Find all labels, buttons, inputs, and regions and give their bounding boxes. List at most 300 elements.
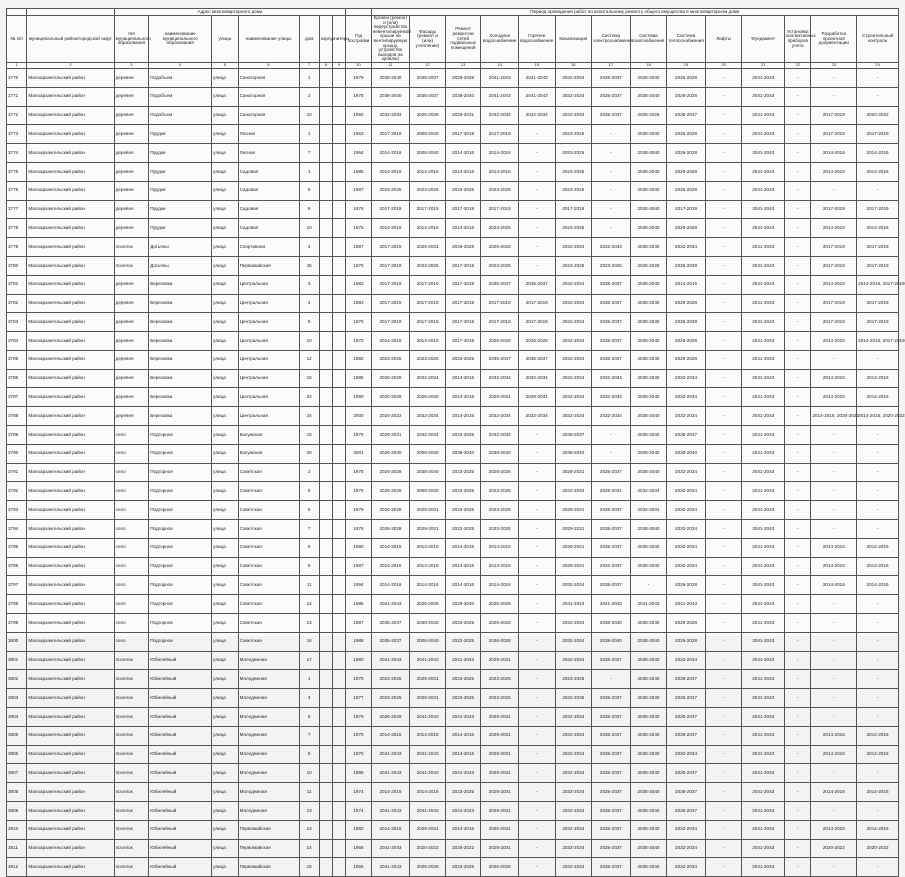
table-cell: 2014-2016 [371,538,410,557]
table-cell: 2017-2019 [445,313,481,332]
table-row [7,520,899,539]
table-cell: 3798 [7,595,27,614]
table-cell: - [857,68,899,87]
table-cell: 2014-2016 [857,783,899,802]
table-cell: улица [212,520,238,539]
table-cell: 16 [299,632,319,651]
table-cell: 1976 [346,68,371,87]
table-cell: 2038-2040 [630,238,667,257]
table-cell: 2035-2037 [667,708,706,727]
table-cell: 2023-2025 [410,256,446,275]
table-cell: - [811,614,857,633]
table-cell: 2014-2016 [811,162,857,181]
table-cell: улица [212,670,238,689]
table-cell: 2029-2031 [481,651,519,670]
table-cell: улица [212,426,238,445]
table-body [7,68,905,876]
table-cell: 10 [299,764,319,783]
table-cell: 2023-2025 [481,482,519,501]
table-cell: Калужская [238,426,299,445]
table-cell: 9 [299,745,319,764]
table-cell: Молодежная [238,670,299,689]
table-cell: - [518,820,555,839]
table-cell [333,275,346,294]
column-number: 8 [319,62,332,68]
table-row [7,238,899,257]
spacer-cell [27,9,114,16]
table-cell: улица [212,482,238,501]
table-cell: 2041-2043 [742,557,785,576]
table-cell: село [114,538,149,557]
table-cell: 2041-2043 [742,726,785,745]
table-cell: Малоархангельский район [27,200,114,219]
table-cell: Дотьяны [149,238,212,257]
table-cell: - [705,181,742,200]
table-cell: Первомайская [238,858,299,877]
table-cell: Советская [238,482,299,501]
table-cell: Центральная [238,332,299,351]
table-cell: поселок [114,670,149,689]
table-cell: Прудки [149,162,212,181]
table-cell [333,501,346,520]
table-cell: 2032-2034 [592,388,631,407]
table-cell: 2017-2019 [857,200,899,219]
table-cell: село [114,614,149,633]
table-cell: 2035-2037 [592,802,631,821]
table-cell: Малоархангельский район [27,294,114,313]
table-cell: поселок [114,256,149,275]
table-cell: 2023-2025 [555,256,592,275]
table-cell: 2026-2028 [667,181,706,200]
table-cell: Подгорное [149,501,212,520]
table-cell: - [811,350,857,369]
table-cell [319,125,332,144]
table-cell: - [857,858,899,877]
table-cell: поселок [114,726,149,745]
table-cell: - [785,651,811,670]
table-cell: село [114,501,149,520]
table-cell: 1979 [346,708,371,727]
table-cell: 2041-2043 [742,708,785,727]
table-cell: 2032-2037 [592,557,631,576]
table-cell: 2032-2034 [410,407,446,426]
table-cell: 2023-2025 [481,256,519,275]
table-cell: 2014-2016 [811,783,857,802]
table-row [7,501,899,520]
table-cell: деревня [114,332,149,351]
table-cell: 2017-2019 [518,294,555,313]
table-cell: 2038-2040 [630,651,667,670]
table-cell: - [785,200,811,219]
table-cell [333,839,346,858]
table-row [7,294,899,313]
table-cell: 2026-2028 [410,106,446,125]
table-cell: 2014-2016 [857,219,899,238]
table-cell: Малоархангельский район [27,726,114,745]
table-cell: - [785,181,811,200]
table-cell: 2026-2028 [481,632,519,651]
table-cell: - [518,783,555,802]
table-cell: 2038-2040 [630,125,667,144]
column-header: наименование улицы [238,16,299,63]
table-cell: 2017-2019 [410,200,446,219]
table-cell: 2041-2043 [445,651,481,670]
table-row [7,820,899,839]
table-cell: улица [212,839,238,858]
table-cell: 3778 [7,219,27,238]
table-cell [333,538,346,557]
table-cell: Подгорное [149,557,212,576]
table-cell: - [785,162,811,181]
table-cell: 2029-2031 [481,839,519,858]
table-cell [333,444,346,463]
table-cell: 2029-2031 [410,238,446,257]
table-cell: 2014-2016, 2020-2022 [857,407,899,426]
table-cell: Подгорное [149,595,212,614]
table-cell: - [705,256,742,275]
table-cell: 2029-2031 [555,501,592,520]
table-cell: - [785,614,811,633]
table-cell: 2026-2028 [371,369,410,388]
table-cell: 2026-2040 [371,444,410,463]
table-cell: 2035-2037 [592,708,631,727]
column-number: 17 [592,62,631,68]
table-cell: Подгорное [149,538,212,557]
table-cell: Березовка [149,332,212,351]
table-cell: 2032-2034 [555,482,592,501]
table-cell: 2032-2034 [555,369,592,388]
table-cell: Подгорное [149,482,212,501]
table-cell: село [114,632,149,651]
table-cell: - [705,501,742,520]
table-cell: 1980 [346,651,371,670]
table-cell: - [785,764,811,783]
table-cell: 2032-2034 [555,745,592,764]
column-header-row [7,16,899,63]
table-cell: село [114,426,149,445]
table-cell: 2026-2028 [667,125,706,144]
table-cell: 2041-2043 [742,689,785,708]
table-cell: улица [212,200,238,219]
table-cell: 2035-2037 [667,783,706,802]
table-cell [333,125,346,144]
table-cell: 2041-2043 [742,820,785,839]
table-cell: 2026-2028 [371,501,410,520]
table-cell: поселок [114,820,149,839]
table-cell [333,256,346,275]
table-row [7,181,899,200]
table-cell: 2026-2028 [481,463,519,482]
table-cell: 3811 [7,839,27,858]
table-cell: 2041-2043 [742,313,785,332]
table-cell: Малоархангельский район [27,745,114,764]
table-cell: 2023-2025 [555,162,592,181]
table-cell: 2026-2028 [371,520,410,539]
table-cell: 2041-2043 [742,350,785,369]
table-cell: 10 [299,332,319,351]
table-cell: 2032-2034 [667,651,706,670]
table-cell: 2023-2025 [371,689,410,708]
table-cell: 1985 [346,162,371,181]
table-cell: улица [212,238,238,257]
table-cell: - [705,726,742,745]
table-cell: 2020-2022 [857,839,899,858]
table-cell: улица [212,745,238,764]
table-cell: 2017-2019 [481,313,519,332]
table-cell: 2029-2031 [481,802,519,821]
table-cell: - [785,68,811,87]
table-cell: 2014-2016 [857,162,899,181]
table-cell: - [811,595,857,614]
table-cell: 2041-2043 [742,87,785,106]
table-cell: улица [212,501,238,520]
table-cell: 2041-2043 [742,181,785,200]
table-cell: 1964 [346,144,371,163]
table-cell: 2026-2028 [371,708,410,727]
table-cell: 2026-2028 [667,256,706,275]
table-cell: 2038-2040 [371,68,410,87]
table-cell: - [811,858,857,877]
table-cell: 2008-2040 [630,444,667,463]
table-cell: 2014-2016 [811,745,857,764]
table-cell: улица [212,332,238,351]
table-cell: 2041-2043 [592,595,631,614]
table-row [7,689,899,708]
table-cell: 2014-2016 [445,219,481,238]
table-cell: 2026-2028 [481,332,519,351]
table-cell: - [518,426,555,445]
table-row [7,68,899,87]
table-cell: - [705,482,742,501]
table-cell: 2041-2043 [742,256,785,275]
table-cell: - [518,520,555,539]
table-cell [333,181,346,200]
table-cell [319,294,332,313]
table-cell: 2014-2016, 2017-2019 [857,275,899,294]
table-cell: 2026-2028 [481,238,519,257]
table-cell: 2035-2037 [518,350,555,369]
table-cell: 2038-2040 [630,463,667,482]
table-cell: - [785,125,811,144]
table-cell: 2041-2043 [742,482,785,501]
table-cell: 2014-2016 [445,407,481,426]
table-cell: Малоархангельский район [27,313,114,332]
table-cell: 2041-2043 [445,708,481,727]
table-cell: деревня [114,162,149,181]
table-cell: 2035-2037 [592,106,631,125]
column-number: 1 [7,62,27,68]
table-cell: - [705,708,742,727]
table-cell [333,520,346,539]
table-cell [333,350,346,369]
table-cell: - [592,200,631,219]
table-cell: Прудки [149,144,212,163]
table-cell [319,388,332,407]
table-cell: 2041-2043 [742,162,785,181]
table-cell: 2023-2025 [445,426,481,445]
table-cell: 3774 [7,144,27,163]
table-cell: - [705,313,742,332]
table-cell: Подгорное [149,576,212,595]
table-cell: 2014-2016 [811,557,857,576]
table-cell: - [705,426,742,445]
table-cell: 7 [299,144,319,163]
table-cell: 2035-2037 [592,68,631,87]
table-cell: 2035-2037 [592,350,631,369]
table-cell: 1970 [346,313,371,332]
table-cell: 2032-2034 [555,839,592,858]
table-cell: 2014-2016 [857,557,899,576]
table-cell: 2014-2016 [811,219,857,238]
table-cell: Березовка [149,369,212,388]
table-cell: 2035-2037 [592,820,631,839]
table-cell: 2032-2034 [555,651,592,670]
table-row [7,482,899,501]
table-cell [333,726,346,745]
table-cell: улица [212,463,238,482]
table-cell: 2032-2034 [667,407,706,426]
table-cell: 2041-2043 [742,444,785,463]
table-row [7,125,899,144]
table-cell: - [785,106,811,125]
table-cell: 2038-2040 [445,444,481,463]
table-cell: Малоархангельский район [27,332,114,351]
table-cell: - [592,670,631,689]
column-number: 5 [212,62,238,68]
table-cell: - [705,557,742,576]
table-cell: 2041-2043 [371,651,410,670]
table-cell: - [705,783,742,802]
table-cell: - [518,144,555,163]
table-cell: 3777 [7,200,27,219]
table-cell: Прудки [149,200,212,219]
table-cell: улица [212,275,238,294]
table-cell: 3801 [7,651,27,670]
table-cell: 2014-2016 [857,726,899,745]
table-cell: 2041-2043 [742,651,785,670]
table-cell: 2041-2043 [742,106,785,125]
table-cell: 1983 [346,275,371,294]
table-cell: - [518,463,555,482]
table-cell: 2029-2031 [410,520,446,539]
table-cell: 3790 [7,444,27,463]
column-number: 19 [667,62,706,68]
column-header: Фасады (ремонт и (или) утепление) [410,16,446,63]
table-cell: 2023-2025 [445,463,481,482]
table-cell: 2038-2040 [630,520,667,539]
table-cell: Малоархангельский район [27,181,114,200]
table-cell: 2038-2040 [630,388,667,407]
column-number: 10 [346,62,371,68]
table-cell: 2026-2028 [667,614,706,633]
table-cell: 1987 [346,614,371,633]
table-cell: - [785,313,811,332]
table-cell: 2041-2043 [445,764,481,783]
column-number: 4 [149,62,212,68]
table-cell: 1976 [346,200,371,219]
table-cell: 2026-2040 [410,388,446,407]
table-cell: 2029-2031 [518,388,555,407]
table-cell: поселок [114,802,149,821]
table-cell [319,144,332,163]
table-cell: - [857,670,899,689]
table-cell: 2014-2016 [371,144,410,163]
table-cell: 2008-2040 [410,125,446,144]
table-cell [319,106,332,125]
table-cell: 2017-2019 [811,313,857,332]
table-cell: 2032-2034 [667,463,706,482]
table-cell: - [705,275,742,294]
table-cell: 2014-2016 [811,275,857,294]
table-cell: 3776 [7,181,27,200]
table-cell: - [811,444,857,463]
table-cell: - [592,162,631,181]
table-cell [319,313,332,332]
table-cell: - [785,482,811,501]
table-cell [333,200,346,219]
column-number: 16 [555,62,592,68]
table-cell: - [785,670,811,689]
table-cell: 2041-2043 [742,614,785,633]
column-header: Система теплоснабжения [667,16,706,63]
table-cell: 2014-2016 [445,144,481,163]
table-cell: 3793 [7,501,27,520]
table-cell: деревня [114,388,149,407]
table-cell: - [705,839,742,858]
table-cell: улица [212,858,238,877]
table-cell: - [857,651,899,670]
table-cell: Подгорное [149,520,212,539]
table-cell [333,106,346,125]
table-cell: 2023-2025 [445,520,481,539]
table-cell: 2026-2028 [630,256,667,275]
table-cell: 2008-2040 [410,632,446,651]
table-cell: - [705,632,742,651]
column-header: тип муниципального образования [114,16,149,63]
table-cell [319,369,332,388]
table-cell: 2038-2040 [630,670,667,689]
table-cell: 2035-2037 [410,68,446,87]
table-cell: Малоархангельский район [27,839,114,858]
table-cell: 2014-2016 [667,275,706,294]
table-cell: 2023-2025 [410,181,446,200]
table-cell: 2041-2043 [371,764,410,783]
table-cell: 2041-2043 [742,463,785,482]
table-cell: 2032-2034 [555,708,592,727]
table-cell: 2026-2028 [667,87,706,106]
table-cell: 2023-2025 [445,482,481,501]
table-cell: 2026-2028 [667,219,706,238]
table-cell: 2038-2040 [630,87,667,106]
table-row [7,463,899,482]
table-cell: - [857,482,899,501]
table-cell: - [785,444,811,463]
table-cell: Малоархангельский район [27,275,114,294]
table-cell: 2032-2034 [667,820,706,839]
table-cell: село [114,595,149,614]
table-cell: - [518,181,555,200]
table-cell: - [785,238,811,257]
table-cell: улица [212,294,238,313]
table-cell: - [785,256,811,275]
table-cell: Малоархангельский район [27,670,114,689]
table-cell: 2032-2035 [555,689,592,708]
table-cell: 3802 [7,670,27,689]
table-cell: 12 [299,595,319,614]
table-cell: 2014-2016 [481,162,519,181]
table-cell: 2041-2043 [371,745,410,764]
table-cell: - [857,595,899,614]
